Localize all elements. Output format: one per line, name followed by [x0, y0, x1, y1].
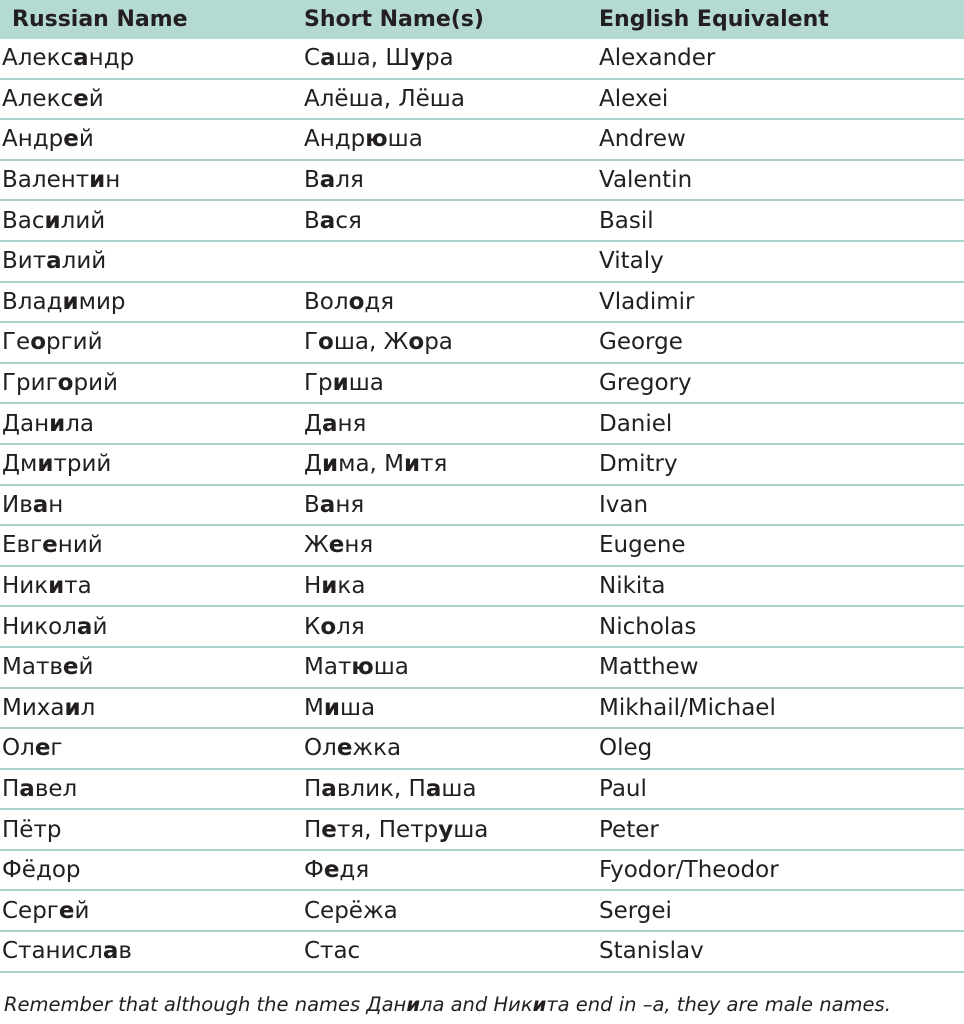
stressed-vowel: а [319, 167, 336, 194]
stressed-vowel: е [62, 654, 79, 681]
name-segment: ся [335, 207, 362, 234]
english-equivalent-cell: Andrew [599, 119, 964, 160]
name-segment: Ф [304, 857, 324, 884]
name-segment: ма, М [338, 451, 405, 478]
name-segment: С [304, 45, 321, 72]
name-segment: Гр [304, 370, 333, 397]
name-segment: ра [424, 329, 453, 356]
name-segment: ша [348, 370, 384, 397]
name-segment: ра [424, 45, 454, 72]
name-segment: ла [65, 410, 95, 437]
name-segment: й [88, 85, 104, 112]
name-segment: трий [53, 451, 112, 478]
name-segment: Пётр [2, 816, 62, 843]
english-equivalent-cell: Fyodor/Theodor [599, 850, 964, 891]
footnote-segment: . [884, 993, 891, 1016]
name-segment: вел [34, 775, 78, 802]
name-segment: Алекс [2, 45, 74, 72]
short-names-cell [304, 322, 599, 363]
english-equivalent-cell: Peter [599, 809, 964, 850]
short-names-cell [304, 79, 599, 120]
name-segment: Дм [2, 451, 38, 478]
name-segment: та [64, 573, 92, 600]
stressed-vowel: е [63, 126, 79, 153]
stressed-vowel: а [46, 248, 62, 275]
name-segment: ня [337, 410, 367, 437]
stressed-vowel: а [320, 45, 336, 72]
table-row [0, 566, 964, 607]
stressed-vowel: е [328, 532, 345, 559]
name-segment: Никол [2, 613, 77, 640]
russian-name-cell [0, 79, 304, 120]
stressed-vowel: а [321, 775, 337, 802]
name-segment: л [80, 694, 96, 721]
russian-name-cell [0, 525, 304, 566]
short-names-cell [304, 363, 599, 404]
short-names-cell [304, 688, 599, 729]
short-names-cell [304, 119, 599, 160]
english-equivalent-cell: Matthew [599, 647, 964, 688]
name-segment: Вол [304, 288, 349, 315]
stressed-vowel: и [406, 993, 420, 1016]
table-row [0, 931, 964, 972]
name-segment: Ж [304, 532, 329, 559]
russian-name-cell [0, 890, 304, 931]
name-segment: й [74, 897, 90, 924]
stressed-vowel: у [438, 816, 454, 843]
stressed-vowel: о [30, 329, 46, 356]
stressed-vowel: и [323, 694, 340, 721]
english-equivalent-cell: Eugene [599, 525, 964, 566]
table-row [0, 200, 964, 241]
table-row [0, 241, 964, 282]
russian-name-cell [0, 566, 304, 607]
russian-name-cell [0, 282, 304, 323]
table-row [0, 322, 964, 363]
short-names-cell [304, 241, 599, 282]
russian-name-cell [0, 322, 304, 363]
name-segment: рий [73, 370, 118, 397]
stressed-vowel: а [73, 45, 89, 72]
english-equivalent-cell: Mikhail/Michael [599, 688, 964, 729]
table-row [0, 850, 964, 891]
russian-name-cell [0, 119, 304, 160]
name-segment: Н [304, 573, 322, 600]
name-segment: Ник [2, 573, 49, 600]
name-segment: Миха [2, 694, 65, 721]
russian-name-cell [0, 769, 304, 810]
name-segment: Андр [304, 126, 366, 153]
name-segment: Серг [2, 897, 59, 924]
english-equivalent-cell: Ivan [599, 485, 964, 526]
name-segment: Ив [2, 491, 33, 518]
name-segment: тя, Петр [336, 816, 439, 843]
name-segment: ний [57, 532, 103, 559]
english-equivalent-cell: Nicholas [599, 606, 964, 647]
stressed-vowel: а [319, 491, 336, 518]
name-segment: Д [304, 451, 322, 478]
russian-name-cell [0, 688, 304, 729]
english-equivalent-cell: Vitaly [599, 241, 964, 282]
short-names-cell [304, 525, 599, 566]
short-names-cell [304, 647, 599, 688]
name-segment: ша [453, 816, 489, 843]
english-equivalent-cell: Vladimir [599, 282, 964, 323]
name-segment: В [304, 167, 320, 194]
table-row [0, 890, 964, 931]
stressed-vowel: и [321, 573, 338, 600]
name-segment: Дан [2, 410, 50, 437]
russian-name-cell [0, 39, 304, 79]
english-equivalent-cell: Stanislav [599, 931, 964, 972]
russian-name-cell [0, 485, 304, 526]
stressed-vowel: и [37, 451, 54, 478]
russian-name-cell [0, 647, 304, 688]
short-names-cell [304, 850, 599, 891]
table-row [0, 444, 964, 485]
stressed-vowel: е [73, 85, 89, 112]
short-names-cell [304, 728, 599, 769]
name-segment: Вит [2, 248, 47, 275]
name-segment: мир [78, 288, 126, 315]
table-row [0, 403, 964, 444]
name-segment: ля [335, 167, 364, 194]
stressed-vowel: е [323, 857, 340, 884]
header-short-names: Short Name(s) [304, 7, 484, 32]
russian-name-cell [0, 931, 304, 972]
stressed-vowel: и [44, 207, 61, 234]
stressed-vowel: о [408, 329, 425, 356]
table-row [0, 79, 964, 120]
name-segment: Евг [2, 532, 43, 559]
name-segment: г [50, 735, 63, 762]
name-segment: Станисл [2, 938, 103, 965]
russian-name-cell [0, 200, 304, 241]
name-segment: Андр [2, 126, 64, 153]
name-segment: П [2, 775, 20, 802]
english-equivalent-cell: Oleg [599, 728, 964, 769]
stressed-vowel: и [332, 370, 349, 397]
name-segment: Фёдор [2, 857, 81, 884]
name-segment: ша [339, 694, 376, 721]
stressed-vowel: а [102, 938, 119, 965]
table-row [0, 39, 964, 79]
name-segment: Стас [304, 938, 361, 965]
stressed-vowel: а [425, 775, 442, 802]
name-segment: П [304, 775, 322, 802]
name-segment: В [304, 491, 320, 518]
name-segment: лий [60, 207, 106, 234]
name-segment: дя [339, 857, 370, 884]
name-segment: ша [387, 126, 423, 153]
russian-name-cell [0, 444, 304, 485]
name-segment: ня [335, 491, 365, 518]
russian-name-cell [0, 728, 304, 769]
name-segment: Д [304, 410, 322, 437]
name-segment: Алёша, Лёша [304, 85, 465, 112]
footnote-segment: Remember that although the names Дан [4, 993, 407, 1016]
stressed-vowel: и [62, 288, 79, 315]
name-segment: Вас [2, 207, 45, 234]
stressed-vowel: и [321, 451, 339, 478]
name-segment: дя [364, 288, 395, 315]
stressed-vowel: о [318, 329, 334, 356]
english-equivalent-cell: Alexei [599, 79, 964, 120]
name-segment: В [304, 207, 320, 234]
short-names-cell [304, 566, 599, 607]
english-equivalent-cell: Daniel [599, 403, 964, 444]
stressed-vowel: о [57, 370, 74, 397]
english-equivalent-cell: Alexander [599, 39, 964, 79]
name-segment: н [48, 491, 64, 518]
russian-name-cell [0, 241, 304, 282]
table-row [0, 282, 964, 323]
header-russian-name: Russian Name [12, 7, 188, 32]
russian-name-cell [0, 160, 304, 201]
english-equivalent-cell: Sergei [599, 890, 964, 931]
english-equivalent-cell: Basil [599, 200, 964, 241]
stressed-vowel: а [321, 410, 338, 437]
short-names-cell [304, 890, 599, 931]
name-segment: Влад [2, 288, 63, 315]
stressed-vowel: а [32, 491, 49, 518]
table-row [0, 688, 964, 729]
stressed-vowel: и [89, 167, 106, 194]
name-segment: Мат [304, 654, 352, 681]
name-segment: ля [336, 613, 365, 640]
english-equivalent-cell: George [599, 322, 964, 363]
footnote-segment: та end in –а, they are male names [546, 993, 885, 1016]
name-segment: ня [344, 532, 374, 559]
name-segment: Ге [2, 329, 31, 356]
russian-name-cell [0, 403, 304, 444]
name-segment: й [78, 654, 94, 681]
table-body [0, 39, 964, 972]
table-row [0, 647, 964, 688]
stressed-vowel: и [64, 694, 81, 721]
stressed-vowel: и [48, 573, 65, 600]
name-segment: ндр [88, 45, 135, 72]
russian-name-cell [0, 363, 304, 404]
table-row [0, 363, 964, 404]
header-english-equivalent: English Equivalent [599, 7, 829, 32]
table-row [0, 119, 964, 160]
stressed-vowel: ю [365, 126, 388, 153]
stressed-vowel: е [321, 816, 337, 843]
english-equivalent-cell: Gregory [599, 363, 964, 404]
table-row [0, 728, 964, 769]
name-segment: Валент [2, 167, 90, 194]
table-row [0, 606, 964, 647]
name-segment: жка [352, 735, 402, 762]
russian-name-cell [0, 809, 304, 850]
stressed-vowel: а [319, 207, 336, 234]
name-segment: тя [420, 451, 448, 478]
name-segment: Ол [2, 735, 35, 762]
table-row [0, 769, 964, 810]
name-segment: ка [337, 573, 366, 600]
name-segment: К [304, 613, 321, 640]
stressed-vowel: о [320, 613, 337, 640]
english-equivalent-cell: Paul [599, 769, 964, 810]
footnote [4, 993, 960, 1016]
name-segment: Серёжа [304, 897, 398, 924]
name-segment: Григ [2, 370, 58, 397]
table-row [0, 160, 964, 201]
name-segment: й [78, 126, 94, 153]
stressed-vowel: и [49, 410, 66, 437]
name-segment: Г [304, 329, 319, 356]
english-equivalent-cell: Nikita [599, 566, 964, 607]
table-row [0, 485, 964, 526]
stressed-vowel: е [58, 897, 75, 924]
name-segment: П [304, 816, 322, 843]
stressed-vowel: е [34, 735, 51, 762]
short-names-cell [304, 444, 599, 485]
stressed-vowel: у [409, 45, 425, 72]
name-segment: лий [61, 248, 107, 275]
name-segment: Матв [2, 654, 63, 681]
name-segment: й [92, 613, 108, 640]
footnote-segment: ла and Ник [419, 993, 533, 1016]
short-names-cell [304, 606, 599, 647]
table-row [0, 525, 964, 566]
short-names-cell [304, 403, 599, 444]
name-segment: влик, П [336, 775, 426, 802]
name-segment: ша, Ж [333, 329, 409, 356]
short-names-cell [304, 200, 599, 241]
russian-name-cell [0, 606, 304, 647]
stressed-vowel: ю [351, 654, 374, 681]
name-segment: ргий [46, 329, 103, 356]
name-segment: ша, Ш [335, 45, 410, 72]
short-names-cell [304, 931, 599, 972]
stressed-vowel: а [76, 613, 93, 640]
name-segment: М [304, 694, 324, 721]
table-row [0, 809, 964, 850]
stressed-vowel: е [42, 532, 58, 559]
name-segment: Ол [304, 735, 337, 762]
stressed-vowel: и [404, 451, 421, 478]
short-names-cell [304, 39, 599, 79]
english-equivalent-cell: Valentin [599, 160, 964, 201]
short-names-cell [304, 282, 599, 323]
name-segment: ша [441, 775, 477, 802]
name-segment: в [118, 938, 132, 965]
table-header-row [0, 0, 964, 39]
short-names-cell [304, 769, 599, 810]
short-names-cell [304, 485, 599, 526]
short-names-cell [304, 160, 599, 201]
stressed-vowel: а [19, 775, 35, 802]
stressed-vowel: о [348, 288, 365, 315]
name-segment: ша [373, 654, 409, 681]
stressed-vowel: е [336, 735, 353, 762]
name-segment: н [105, 167, 121, 194]
name-segment: Алекс [2, 85, 74, 112]
stressed-vowel: и [532, 993, 547, 1016]
russian-name-cell [0, 850, 304, 891]
english-equivalent-cell: Dmitry [599, 444, 964, 485]
short-names-cell [304, 809, 599, 850]
